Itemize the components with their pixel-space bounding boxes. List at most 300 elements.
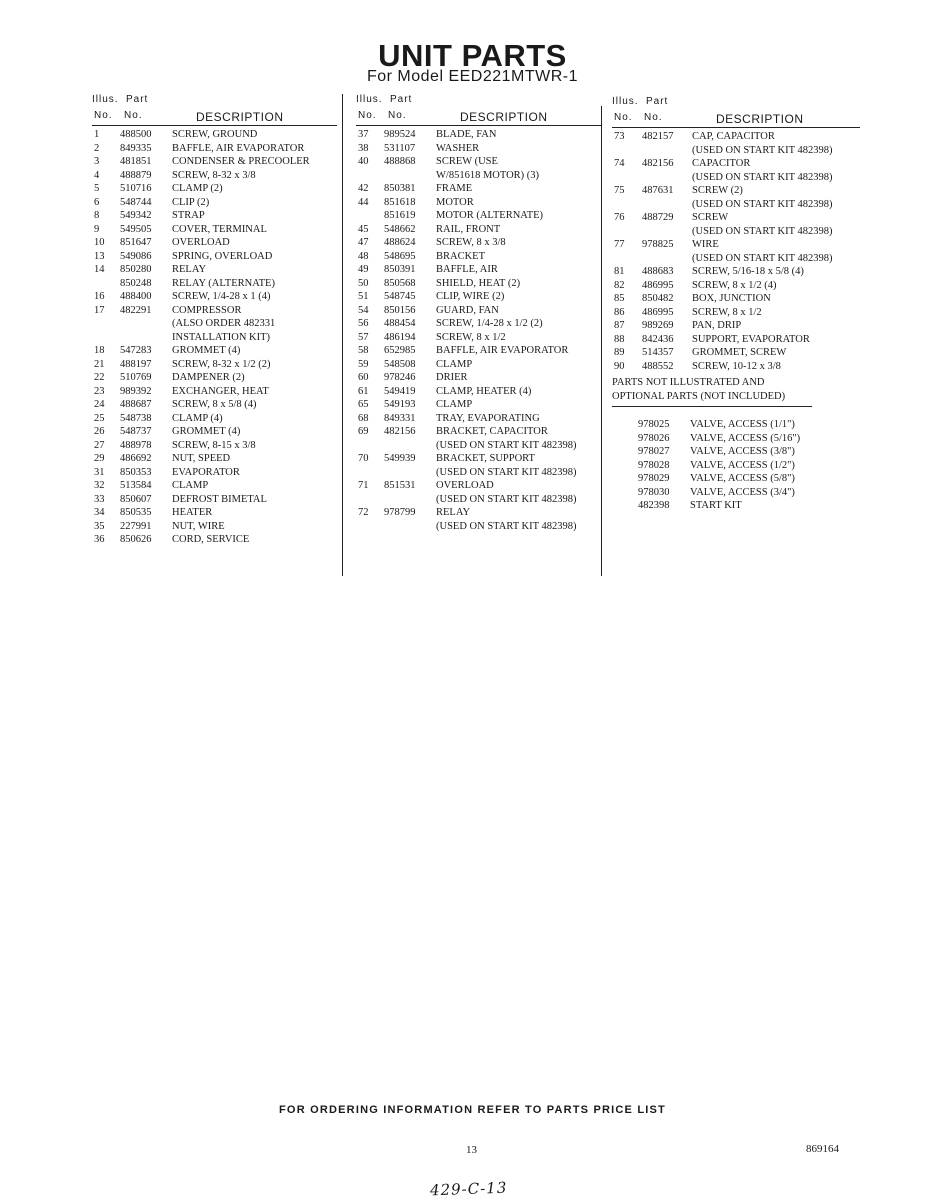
- part-description: BLADE, FAN: [436, 129, 497, 140]
- parts-row: [92, 304, 337, 318]
- parts-row: [356, 385, 602, 399]
- parts-row: [356, 128, 602, 142]
- part-description: DEFROST BIMETAL: [172, 493, 267, 505]
- part-number: 513584: [120, 480, 152, 491]
- parts-column-1: [92, 94, 337, 547]
- parts-row: [612, 292, 860, 306]
- part-description: PAN, DRIP: [692, 320, 742, 331]
- parts-row: [356, 223, 602, 237]
- part-number: 549342: [120, 210, 152, 221]
- header-part-label: Part: [646, 96, 669, 107]
- parts-row: [356, 520, 602, 534]
- part-number: 850482: [642, 293, 674, 304]
- parts-row: [92, 223, 337, 237]
- illus-number: 40: [358, 156, 369, 167]
- illus-number: 31: [94, 466, 105, 478]
- illus-number: 47: [358, 237, 369, 248]
- illus-number: 2: [94, 142, 100, 154]
- part-number: 482291: [120, 304, 152, 316]
- part-number: 978027: [638, 446, 670, 457]
- header-description-label: DESCRIPTION: [196, 110, 284, 124]
- part-number: 851531: [384, 480, 416, 491]
- part-description: (USED ON START KIT 482398): [692, 171, 833, 183]
- illus-number: 35: [94, 520, 105, 532]
- parts-row: [356, 398, 602, 412]
- part-description: FRAME: [436, 183, 473, 194]
- illus-number: 9: [94, 223, 100, 235]
- parts-row: [356, 155, 602, 169]
- illus-number: 3: [94, 156, 100, 167]
- parts-row: [92, 493, 337, 507]
- model-subtitle: For Model EED221MTWR-1: [366, 68, 579, 85]
- part-description: (USED ON START KIT 482398): [436, 439, 577, 451]
- illus-number: 36: [94, 534, 105, 545]
- parts-row: [356, 263, 602, 277]
- part-number: 850535: [120, 507, 152, 518]
- parts-row: [92, 371, 337, 385]
- part-number: 510716: [120, 183, 152, 194]
- header-part-no-label: No.: [124, 110, 143, 121]
- illus-number: 88: [614, 333, 625, 345]
- parts-row: [356, 506, 602, 520]
- parts-row: [356, 466, 602, 480]
- part-description: SCREW, 5/16-18 x 5/8 (4): [692, 266, 804, 277]
- illus-number: 26: [94, 426, 105, 437]
- part-description: STRAP: [172, 210, 205, 221]
- part-description: WIRE: [692, 239, 719, 250]
- part-number: 850156: [384, 304, 416, 316]
- illus-number: 77: [614, 239, 625, 250]
- part-number: 548695: [384, 250, 416, 262]
- parts-row: [356, 196, 602, 210]
- parts-row: [356, 236, 602, 250]
- illus-number: 57: [358, 331, 369, 343]
- part-number: 514357: [642, 347, 674, 358]
- part-description: RELAY: [172, 264, 207, 275]
- part-number: 549193: [384, 399, 416, 410]
- part-description: VALVE, ACCESS (3/8"): [690, 446, 795, 457]
- part-description: SCREW: [692, 212, 729, 223]
- illus-number: 33: [94, 493, 105, 505]
- column-header: [612, 96, 860, 130]
- parts-row: [612, 306, 860, 320]
- parts-row: [356, 412, 602, 426]
- part-description: VALVE, ACCESS (1/1"): [690, 419, 795, 430]
- part-description: SCREW, 8 x 5/8 (4): [172, 399, 257, 410]
- part-description: SCREW, 10-12 x 3/8: [692, 360, 781, 372]
- ordering-info-note: FOR ORDERING INFORMATION REFER TO PARTS PRICE LIST: [279, 1104, 666, 1116]
- part-description: SCREW, GROUND: [172, 129, 258, 140]
- part-number: 488683: [642, 266, 674, 277]
- part-description: GROMMET (4): [172, 345, 241, 356]
- notes-rule: [612, 406, 812, 407]
- parts-list: [356, 128, 602, 533]
- part-number: 978030: [638, 486, 670, 498]
- parts-row: [612, 198, 860, 212]
- parts-row: [92, 128, 337, 142]
- part-number: 548737: [120, 426, 152, 437]
- header-rule: [356, 125, 602, 126]
- header-description-label: DESCRIPTION: [716, 112, 804, 126]
- illus-number: 6: [94, 196, 100, 208]
- part-description: BRACKET: [436, 250, 486, 262]
- part-number: 510769: [120, 372, 152, 383]
- parts-row: [612, 211, 860, 225]
- part-number: 549505: [120, 223, 152, 235]
- document-number: 869164: [806, 1143, 839, 1155]
- part-number: 488978: [120, 439, 152, 451]
- parts-row: [92, 358, 337, 372]
- illus-number: 68: [358, 412, 369, 424]
- part-description: (USED ON START KIT 482398): [692, 144, 833, 156]
- header-illus-label: Illus.: [92, 94, 119, 105]
- part-number: 850626: [120, 534, 152, 545]
- part-number: 486995: [642, 279, 674, 291]
- part-description: RELAY: [436, 507, 471, 518]
- part-description: SCREW, 8 x 1/2 (4): [692, 279, 777, 291]
- part-description: (USED ON START KIT 482398): [692, 225, 833, 237]
- parts-row: [92, 142, 337, 156]
- part-description: OVERLOAD: [436, 480, 494, 491]
- part-description: INSTALLATION KIT): [172, 331, 271, 343]
- part-description: OVERLOAD: [172, 237, 230, 248]
- illus-number: 75: [614, 185, 625, 196]
- illus-number: 61: [358, 385, 369, 397]
- parts-row: [92, 277, 337, 291]
- part-number: 488687: [120, 399, 152, 410]
- part-number: 548745: [384, 291, 416, 302]
- part-number: 989269: [642, 320, 674, 331]
- header-part-label: Part: [390, 94, 413, 105]
- parts-row: [356, 209, 602, 223]
- part-description: BAFFLE, AIR EVAPORATOR: [172, 142, 305, 154]
- part-number: 849331: [384, 412, 416, 424]
- parts-row: [612, 225, 860, 239]
- illus-number: 27: [94, 439, 105, 451]
- part-description: NUT, WIRE: [172, 520, 225, 532]
- part-description: NUT, SPEED: [172, 453, 231, 464]
- illus-number: 25: [94, 412, 105, 424]
- parts-row: [92, 398, 337, 412]
- header-description-label: DESCRIPTION: [460, 110, 548, 124]
- parts-row: [92, 506, 337, 520]
- part-number: 978825: [642, 239, 674, 250]
- illus-number: 34: [94, 507, 105, 518]
- part-number: 482398: [638, 500, 670, 511]
- page-number: 13: [466, 1144, 477, 1156]
- illus-number: 50: [358, 277, 369, 289]
- parts-row: [612, 346, 860, 360]
- part-number: 850248: [120, 277, 152, 289]
- part-number: 851647: [120, 237, 152, 248]
- part-description: START KIT: [690, 500, 742, 511]
- part-number: 652985: [384, 345, 416, 356]
- part-description: DRIER: [436, 372, 468, 383]
- parts-row: [356, 250, 602, 264]
- part-description: COVER, TERMINAL: [172, 223, 267, 235]
- part-number: 978029: [638, 473, 670, 484]
- part-number: 978028: [638, 459, 670, 471]
- part-description: GUARD, FAN: [436, 304, 499, 316]
- part-number: 978246: [384, 372, 416, 383]
- part-description: W/851618 MOTOR) (3): [436, 169, 540, 181]
- part-description: VALVE, ACCESS (1/2"): [690, 459, 795, 471]
- illus-number: 16: [94, 291, 105, 302]
- parts-row: [612, 144, 860, 158]
- parts-row: [92, 209, 337, 223]
- part-description: CLAMP: [436, 358, 473, 370]
- part-number: 488552: [642, 360, 674, 372]
- part-description: BAFFLE, AIR: [436, 264, 498, 275]
- part-number: 978025: [638, 419, 670, 430]
- part-description: CORD, SERVICE: [172, 534, 250, 545]
- part-number: 548508: [384, 358, 416, 370]
- illus-number: 32: [94, 480, 105, 491]
- part-description: VALVE, ACCESS (5/16"): [690, 432, 801, 444]
- illus-number: 87: [614, 320, 625, 331]
- part-description: TRAY, EVAPORATING: [436, 412, 540, 424]
- parts-row: [356, 182, 602, 196]
- part-number: 850607: [120, 493, 152, 505]
- parts-row: [612, 360, 860, 374]
- parts-row: [356, 371, 602, 385]
- parts-row: [356, 142, 602, 156]
- part-number: 531107: [384, 142, 416, 154]
- part-description: CLAMP, HEATER (4): [436, 385, 532, 397]
- parts-row: [612, 279, 860, 293]
- page-title: UNIT PARTS: [378, 38, 567, 73]
- part-description: BAFFLE, AIR EVAPORATOR: [436, 345, 569, 356]
- part-number: 850353: [120, 466, 152, 478]
- part-description: (USED ON START KIT 482398): [692, 198, 833, 210]
- parts-row: [612, 238, 860, 252]
- part-number: 548662: [384, 223, 416, 235]
- illus-number: 58: [358, 345, 369, 356]
- part-description: COMPRESSOR: [172, 304, 242, 316]
- illus-number: 22: [94, 372, 105, 383]
- illus-number: 37: [358, 129, 369, 140]
- part-number: 851618: [384, 196, 416, 208]
- header-illus-label: Illus.: [612, 96, 639, 107]
- parts-row: [92, 196, 337, 210]
- parts-column-3: [612, 96, 860, 373]
- illus-number: 76: [614, 212, 625, 223]
- header-part-label: Part: [126, 94, 149, 105]
- part-description: SCREW, 8 x 1/2: [436, 331, 506, 343]
- parts-row: [612, 333, 860, 347]
- column-header: [356, 94, 602, 128]
- illus-number: 45: [358, 223, 369, 235]
- illus-number: 14: [94, 264, 105, 275]
- part-description: SCREW, 1/4-28 x 1 (4): [172, 291, 271, 302]
- parts-row: [92, 250, 337, 264]
- parts-row: [92, 344, 337, 358]
- part-description: (USED ON START KIT 482398): [436, 493, 577, 505]
- part-number: 486194: [384, 331, 416, 343]
- part-description: SCREW, 1/4-28 x 1/2 (2): [436, 318, 543, 329]
- part-number: 842436: [642, 333, 674, 345]
- parts-row: [356, 358, 602, 372]
- illus-number: 8: [94, 210, 100, 221]
- header-illus-no-label: No.: [358, 110, 377, 121]
- illus-number: 89: [614, 347, 625, 358]
- part-description: SCREW, 8 x 3/8: [436, 237, 506, 248]
- parts-row: [92, 263, 337, 277]
- part-description: MOTOR: [436, 196, 474, 208]
- part-number: 850568: [384, 277, 416, 289]
- illus-number: 70: [358, 453, 369, 464]
- part-number: 547283: [120, 345, 152, 356]
- parts-row: [612, 171, 860, 185]
- illus-number: 23: [94, 385, 105, 397]
- part-number: 549419: [384, 385, 416, 397]
- illus-number: 51: [358, 291, 369, 302]
- part-description: RELAY (ALTERNATE): [172, 277, 275, 289]
- illus-number: 48: [358, 250, 369, 262]
- part-number: 548744: [120, 196, 152, 208]
- part-number: 850280: [120, 264, 152, 275]
- illus-number: 44: [358, 196, 369, 208]
- illus-number: 49: [358, 264, 369, 275]
- header-part-no-label: No.: [644, 112, 663, 123]
- parts-row: [92, 331, 337, 345]
- part-number: 482156: [384, 426, 416, 437]
- parts-row: [92, 155, 337, 169]
- parts-row: [92, 533, 337, 547]
- illus-number: 74: [614, 158, 625, 169]
- part-description: CONDENSER & PRECOOLER: [172, 156, 310, 167]
- header-part-no-label: No.: [388, 110, 407, 121]
- illus-number: 18: [94, 345, 105, 356]
- illus-number: 85: [614, 293, 625, 304]
- illus-number: 10: [94, 237, 105, 248]
- part-number: 850381: [384, 183, 416, 194]
- illus-number: 73: [614, 131, 625, 142]
- parts-row: [92, 317, 337, 331]
- part-description: EXCHANGER, HEAT: [172, 385, 269, 397]
- parts-row: [356, 331, 602, 345]
- part-description: SHIELD, HEAT (2): [436, 277, 521, 289]
- part-description: CAPACITOR: [692, 158, 751, 169]
- column-divider: [342, 94, 343, 576]
- parts-row: [92, 412, 337, 426]
- illus-number: 59: [358, 358, 369, 370]
- part-description: EVAPORATOR: [172, 466, 240, 478]
- illus-number: 4: [94, 169, 100, 181]
- part-description: WASHER: [436, 142, 480, 154]
- illus-number: 86: [614, 306, 625, 318]
- parts-list: [612, 130, 860, 373]
- parts-row: [356, 277, 602, 291]
- part-description: SCREW, 8 x 1/2: [692, 306, 762, 318]
- illus-number: 82: [614, 279, 625, 291]
- part-description: DAMPENER (2): [172, 372, 245, 383]
- part-description: CLAMP: [172, 480, 209, 491]
- not-illustrated-line-2: OPTIONAL PARTS (NOT INCLUDED): [612, 391, 786, 402]
- illus-number: 5: [94, 183, 100, 194]
- header-illus-label: Illus.: [356, 94, 383, 105]
- part-description: SCREW (USE: [436, 156, 498, 167]
- parts-row: [612, 130, 860, 144]
- parts-row: [356, 317, 602, 331]
- illus-number: 71: [358, 480, 369, 491]
- part-number: 482156: [642, 158, 674, 169]
- part-number: 978799: [384, 507, 416, 518]
- part-description: CLAMP (2): [172, 183, 223, 194]
- parts-row: [92, 520, 337, 534]
- part-description: MOTOR (ALTERNATE): [436, 210, 544, 221]
- part-description: VALVE, ACCESS (3/4"): [690, 486, 795, 498]
- part-description: (USED ON START KIT 482398): [436, 466, 577, 478]
- part-number: 488624: [384, 237, 416, 248]
- part-description: GROMMET, SCREW: [692, 347, 787, 358]
- part-description: (ALSO ORDER 482331: [172, 318, 276, 329]
- parts-row: [612, 184, 860, 198]
- illus-number: 29: [94, 453, 105, 464]
- illus-number: 56: [358, 318, 369, 329]
- parts-row: [92, 452, 337, 466]
- not-illustrated-heading: [612, 376, 822, 407]
- part-number: 989392: [120, 385, 152, 397]
- illus-number: 38: [358, 142, 369, 154]
- header-rule: [612, 127, 860, 128]
- part-description: SPRING, OVERLOAD: [172, 250, 273, 262]
- part-description: BRACKET, CAPACITOR: [436, 426, 548, 437]
- parts-row: [356, 452, 602, 466]
- parts-row: [356, 425, 602, 439]
- illus-number: 54: [358, 304, 369, 316]
- not-illustrated-line-1: PARTS NOT ILLUSTRATED AND: [612, 377, 765, 388]
- part-number: 488729: [642, 212, 674, 223]
- part-number: 481851: [120, 156, 152, 167]
- illus-number: 90: [614, 360, 625, 372]
- part-number: 486692: [120, 453, 152, 464]
- part-number: 849335: [120, 142, 152, 154]
- part-description: RAIL, FRONT: [436, 223, 501, 235]
- part-number: 549086: [120, 250, 152, 262]
- illus-number: 65: [358, 399, 369, 410]
- parts-row: [356, 304, 602, 318]
- parts-row: [92, 169, 337, 183]
- parts-row: [92, 466, 337, 480]
- illus-number: 13: [94, 250, 105, 262]
- part-number: 487631: [642, 185, 674, 196]
- part-number: 488500: [120, 129, 152, 140]
- illus-number: 21: [94, 358, 105, 370]
- part-number: 488879: [120, 169, 152, 181]
- part-number: 227991: [120, 520, 152, 532]
- parts-row: [612, 265, 860, 279]
- part-description: CLIP (2): [172, 196, 210, 208]
- illus-number: 42: [358, 183, 369, 194]
- parts-row: [92, 385, 337, 399]
- part-description: (USED ON START KIT 482398): [436, 520, 577, 532]
- parts-row: [92, 439, 337, 453]
- parts-row: [612, 319, 860, 333]
- part-description: SUPPORT, EVAPORATOR: [692, 333, 810, 345]
- illus-number: 72: [358, 507, 369, 518]
- part-description: CLIP, WIRE (2): [436, 291, 505, 302]
- part-description: SCREW, 8-32 x 3/8: [172, 169, 256, 181]
- header-rule: [92, 125, 337, 126]
- parts-row: [92, 425, 337, 439]
- header-illus-no-label: No.: [94, 110, 113, 121]
- part-number: 850391: [384, 264, 416, 275]
- parts-row: [612, 157, 860, 171]
- parts-row: [356, 439, 602, 453]
- part-number: 486995: [642, 306, 674, 318]
- part-number: 851619: [384, 210, 416, 221]
